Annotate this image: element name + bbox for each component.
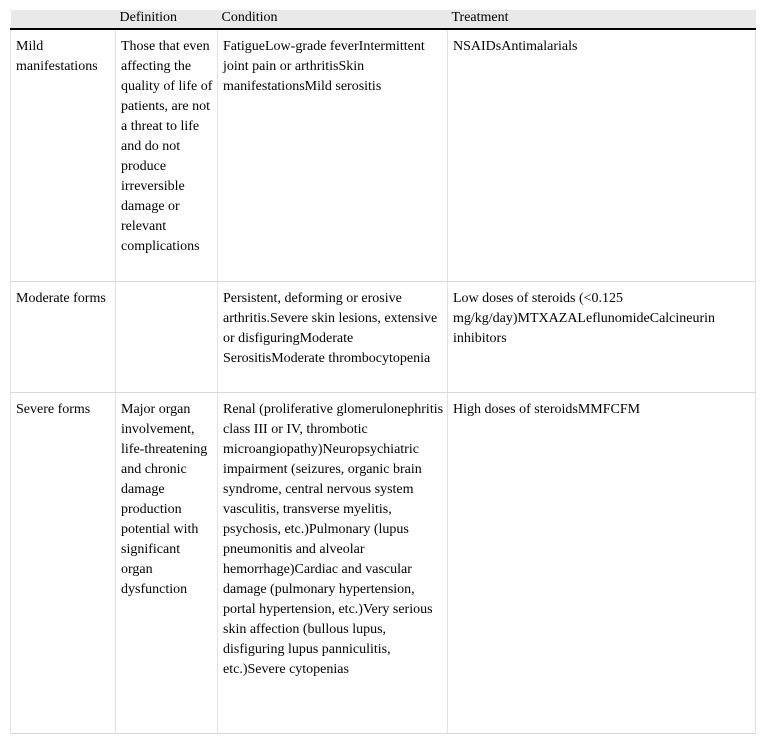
row-treatment: High doses of steroidsMMFCFM bbox=[448, 393, 756, 734]
row-treatment: NSAIDsAntimalarials bbox=[448, 29, 756, 282]
table-row bbox=[11, 393, 756, 734]
row-category: Severe forms bbox=[11, 393, 116, 734]
row-condition: Renal (proliferative glomerulonephritis class III or IV, thrombotic microangiopathy)Neuropsychiatric impairment (seizures, organic brain syndrome, central nervous system vasculitis, transverse myelitis, psychosis, etc.)Pulmonary (lupus pneumonitis and alveolar hemorrhage)Cardiac and vascular damage (pulmonary hypertension, portal hypertension, etc.)Very serious skin affection (bullous lupus, disfiguring lupus panniculitis, etc.)Severe cytopenias bbox=[218, 393, 448, 734]
row-condition: Persistent, deforming or erosive arthritis.Severe skin lesions, extensive or disfiguringModerate SerositisModerate thrombocytopenia bbox=[218, 282, 448, 393]
table-row bbox=[11, 29, 756, 282]
lupus-severity-table bbox=[10, 10, 756, 734]
row-definition bbox=[116, 282, 218, 393]
row-condition: FatigueLow-grade feverIntermittent joint pain or arthritisSkin manifestationsMild serositis bbox=[218, 29, 448, 282]
header-definition: Definition bbox=[116, 10, 218, 29]
table-row bbox=[11, 282, 756, 393]
row-treatment: Low doses of steroids (<0.125 mg/kg/day)MTXAZALeflunomideCalcineurin inhibitors bbox=[448, 282, 756, 393]
header-row bbox=[11, 10, 756, 29]
row-definition: Those that even affecting the quality of life of patients, are not a threat to life and do not produce irreversible damage or relevant complications bbox=[116, 29, 218, 282]
row-category: Moderate forms bbox=[11, 282, 116, 393]
header-category bbox=[11, 10, 116, 29]
header-condition: Condition bbox=[218, 10, 448, 29]
row-definition: Major organ involvement, life-threatening and chronic damage production potential with significant organ dysfunction bbox=[116, 393, 218, 734]
row-category: Mild manifestations bbox=[11, 29, 116, 282]
header-treatment: Treatment bbox=[448, 10, 756, 29]
